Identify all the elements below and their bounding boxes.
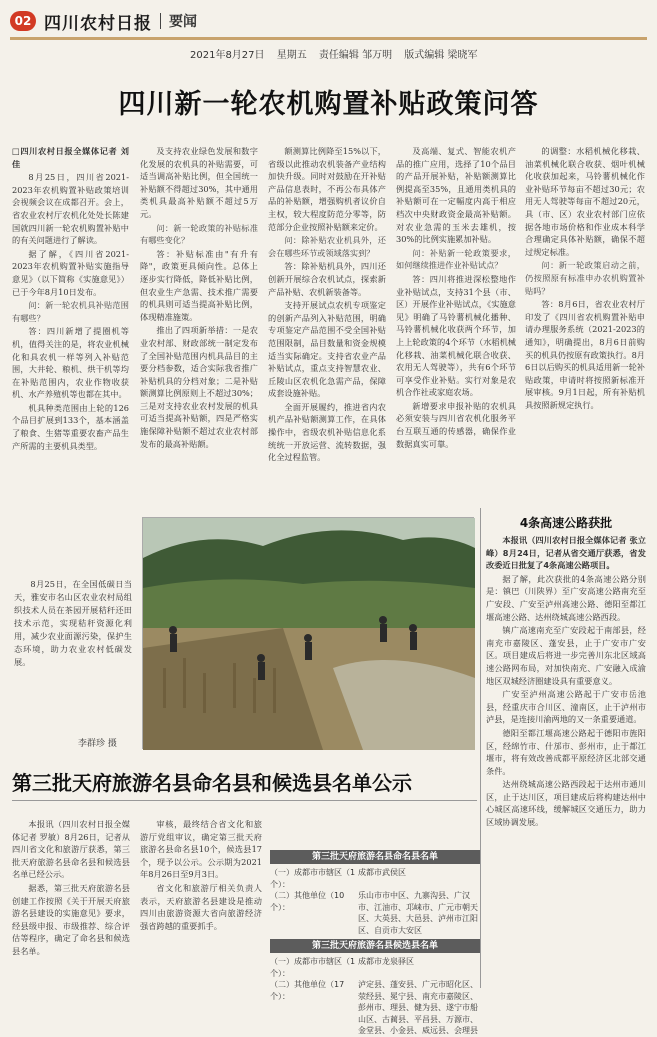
paragraph: 本报讯（四川农村日报全媒体记者 罗敏）8月26日，记者从四川省文化和旅游厅获悉，第三批天府旅游名县命名县和候选县名单已经公示。 [12,819,130,880]
news-photo [142,517,474,749]
weekday: 星期五 [276,50,307,61]
list-row [270,890,480,936]
article-column-1 [12,145,129,505]
paragraph: 广安至泸州高速公路起于广安市岳池县，经重庆市合川区、潼南区，止于泸州市泸县，是连接川渝两地的又一条重要通道。 [486,689,646,725]
paragraph: 全面开展履约，推进省内农机产品补贴额测算工作，在具体操作中，省级农机补贴信息化系统统一开放运营、流转数据，强化全过程监管。 [268,401,386,463]
paragraph: 省文化和旅游厅相关负责人表示，天府旅游名县建设是推动四川由旅游资源大省向旅游经济强省跨越的重要抓手。 [140,882,262,931]
masthead [10,6,647,36]
article-column-5 [525,145,645,505]
sidebar-article [486,534,646,989]
list-value: 乐山市市中区、九寨沟县、广汉市、江油市、邛崃市、广元市朝天区、大英县、大邑县、泸州市江阳区、自贡市大安区 [358,891,478,935]
farm-field-image [143,518,475,750]
photo-credit: 李群珍 摄 [78,739,117,749]
list-label: （一）成都市市辖区（1个）： [270,868,356,889]
question: 问：除补贴农业机具外，还会在哪些环节或领域落实到？ [268,235,386,258]
question: 问：新一轮政策启动之前，仍按照原有标准申办农机购置补贴吗？ [525,260,645,296]
sidebar-byline: 本报讯（四川农村日报全媒体记者 张立峰）8月24日，记者从省交通厅获悉，省发改委近日批复了4条高速公路项目。 [486,535,646,571]
list-value: 泸定县、蓬安县、广元市昭化区、荥经县、冕宁县、南充市嘉陵区、彭州市、理县、健为县、遂宁市船山区、古蔺县、平昌县、万源市、金堂县、小金县、威远县、会理县 [358,980,478,1035]
question: 问：新一轮农机具补贴范围有哪些？ [12,300,129,323]
paragraph: 镇广高速南充至广安段起于南部县，经南充市嘉陵区、蓬安县，止于广安市广安区。项目建成后将进一步完善川东北区域高速公路网布局，对加快南充、广安融入成渝地区双城经济圈建设具有重要意义。 [486,625,646,686]
paragraph: 及支持农业绿色发展和数字化发展的农机具的补贴需要，可适当调高补贴比例，但全国统一补贴额不得超过30%，其中通用类机具最高补贴额不超过5万元。 [140,146,258,219]
paragraph: 答：补贴标准由"有升有降"，政策更具倾向性。总体上逐步实行降低，降低补贴比例，但农业生产急需、技术推广需要的机具则可适当提高补贴比例，体现精准施策。 [140,248,258,322]
article3-column-1 [12,818,130,990]
column-divider [480,508,481,988]
paragraph: 推出了四项新举措：一是农业农村部、财政部统一制定发布了全国补贴范围内机具品目的主要分档参数，适合实际我省推广补贴机具的分档对象；二是补贴额测算比例原则上不超过30%；三是对支持农业农村发展的机具可适当提高补贴额，四是严格实施保障补贴额不超过农业农村部发布的最高补贴额。 [140,325,258,449]
headline-rule [12,800,477,801]
list-title-named: 第三批天府旅游名县命名县名单 [270,850,480,864]
dateline [190,46,486,61]
paragraph: 额测算比例降至15%以下，省级以此推动农机装备产业结构加快升级。同时对鼓励在开补贴产品信息表时，不再公布具体产品的补贴额，增强购机者议价自主权，较大程度防范分零等，防范部分企业按照补贴额来定价。 [268,146,386,232]
caption-text: 8月25日，在全国低碳日当天，雅安市名山区农业农村局组织技术人员在茶园开展秸秆还田技术示范，实现秸秆资源化利用，减少农业面源污染，保护生态环境，助力农业农村低碳发展。 [14,579,132,667]
article-headline: 四川新一轮农机购置补贴政策问答 [118,89,539,120]
page-number: 02 [10,11,36,31]
list-value: 成都市武侯区 [358,868,406,877]
paragraph: 及高端、复式、智能农机产品的推广应用，选择了10个品目的产品开展补贴，补贴额测算比例提高至35%，且通用类机具的补贴额可在一定幅度内高于相应档次中央财政资金最高补贴额。对农业急需的玉米去雄机，按30%的比例实施累加补贴。 [396,146,516,245]
question: 问：新一轮政策的补贴标准有哪些变化？ [140,222,258,246]
paragraph: 据了解，《四川省2021-2023年农机购置补贴实施指导意见》（以下简称《实施意见》）已于今年8月10日发布。 [12,248,129,297]
paragraph: 答：除补贴机具外，四川还创新开展综合农机试点，探索新产品补贴、农机新装备等。 [268,261,386,297]
paragraph: 支持开展试点农机专项鉴定的创新产品列入补贴范围，明确专项鉴定产品范围不受全国补贴范围限制，品目数量和资金规模适当实际确定。支持省农业产品补贴试点，重点支持智慧农业、丘陵山区农机化急需产品，保障成套设施补贴。 [268,300,386,399]
paragraph: 据悉，第三批天府旅游名县创建工作按照《关于开展天府旅游名县建设的实施意见》要求，经县级申报、市级推荐、综合评估等程序，确定了命名县和候选县名单。 [12,882,130,956]
date: 2021年8月27日 [190,50,265,61]
byline: □四川农村日报全媒体记者 刘佳 [12,146,129,169]
list-label: （二）其他单位（17个）： [270,980,345,1001]
list-label: （二）其他单位（10个）： [270,891,345,912]
paragraph: 达州绕城高速公路西段起于达州市通川区，止于达川区，项目建成后将构建达州中心城区高速环线，缓解城区交通压力，助力区域协调发展。 [486,779,646,828]
list-value: 成都市龙泉驿区 [358,957,414,966]
list-row [270,956,480,979]
masthead-rule [10,37,647,40]
paragraph: 答：8月6日，省农业农村厅印发了《四川省农机购置补贴申请办理服务系统（2021-2023的通知》，明确提出，8月6日前购买的机具仍按原有政策执行。8月6日以后购买的机具适用新一轮补贴政策，申请时将按照新标准开展审核。9月1日起，所有补贴机具按照新规定执行。 [525,299,645,410]
list-row [270,979,480,1037]
editor: 责任编辑 邹万明 [318,50,393,61]
paragraph: 答：四川将推进深松整地作业补贴试点，支持31个县（市、区）开展作业补贴试点，《实施意见》明确了马铃薯机械化播种、马铃薯机械化收获两个环节，加上上轮政策的4个环节（水稻机械化移栽、油菜机械化联合收获、农用无人驾驶等），共有6个环节可享受作业补贴。实行对象是农机合作社或家庭农场。 [396,273,516,398]
county-list-box [270,850,480,1035]
paragraph: 德阳至都江堰高速公路起于德阳市旌阳区，经绵竹市、什邡市、彭州市，止于都江堰市，将有效改善成都平原经济区北部交通条件。 [486,727,646,776]
list-row [270,867,480,890]
question: 问：补贴新一轮政策要求，如何继续推进作业补贴试点？ [396,247,516,271]
paragraph: 新增要求申报补贴的农机具必须安装与四川省农机化服务平台互联互通的传感器，确保作业数据真实可靠。 [396,400,516,449]
article-headline-2: 第三批天府旅游名县命名县和候选县名单公示 [12,771,412,795]
article3-column-2 [140,818,262,990]
designer: 版式编辑 梁晓军 [404,50,478,61]
paragraph: 答：四川新增了提圈机等机，值得关注的是，将农业机械化和具农机一样等列入补贴范围，大井轮、粮机、烘干机等均在补贴范围内，农业作物收获机、水产养殖机等也都在其中。 [12,326,129,400]
photo-caption [14,578,132,669]
article-column-3 [268,145,386,505]
paragraph: 的调整：水稻机械化移栽、油菜机械化联合收获、烟叶机械化收获加起来，马铃薯机械化作业补贴环节每亩不超过30元；农用无人驾驶等每亩不超过20元，具（市、区）农业农村部门应依据各地市场价格和作业成本科学合理确定具体补贴额，确保不超过规定标准。 [525,146,645,257]
paper-name: 四川农村日报 [44,13,152,34]
article-column-2 [140,145,258,505]
paragraph: 据了解，此次获批的4条高速公路分别是：镇巴（川陕界）至广安高速公路南充至广安段、广安至泸州高速公路、德阳至都江堰高速公路、达州绕城高速公路西段。 [486,573,646,622]
paragraph: 机具种类范围由上轮的126个品目扩展到133个，基本涵盖了粮食、生猪等重要农畜产品生产所需的主要机具类型。 [12,402,129,451]
list-label: （一）成都市市辖区（1个）： [270,957,356,978]
section-name: 要闻 [169,14,197,30]
masthead-divider [160,13,161,29]
list-title-candidate: 第三批天府旅游名县候选县名单 [270,939,480,953]
article-column-4 [396,145,516,505]
paragraph: 审核，最终结合省文化和旅游厅党组审议，确定第三批天府旅游名县命名县10个，候选县17个，现予以公示。公示期为2021年8月26日至9月3日。 [140,819,262,880]
sidebar-headline: 4条高速公路获批 [519,516,613,530]
paragraph: 8月25日，四川省2021-2023年农机购置补贴政策培训会视频会议在成都召开。会上，省农业农村厅农机化处处长陈建国就四川新一轮农机购置补贴中的有关问题进行了解读。 [12,172,129,246]
